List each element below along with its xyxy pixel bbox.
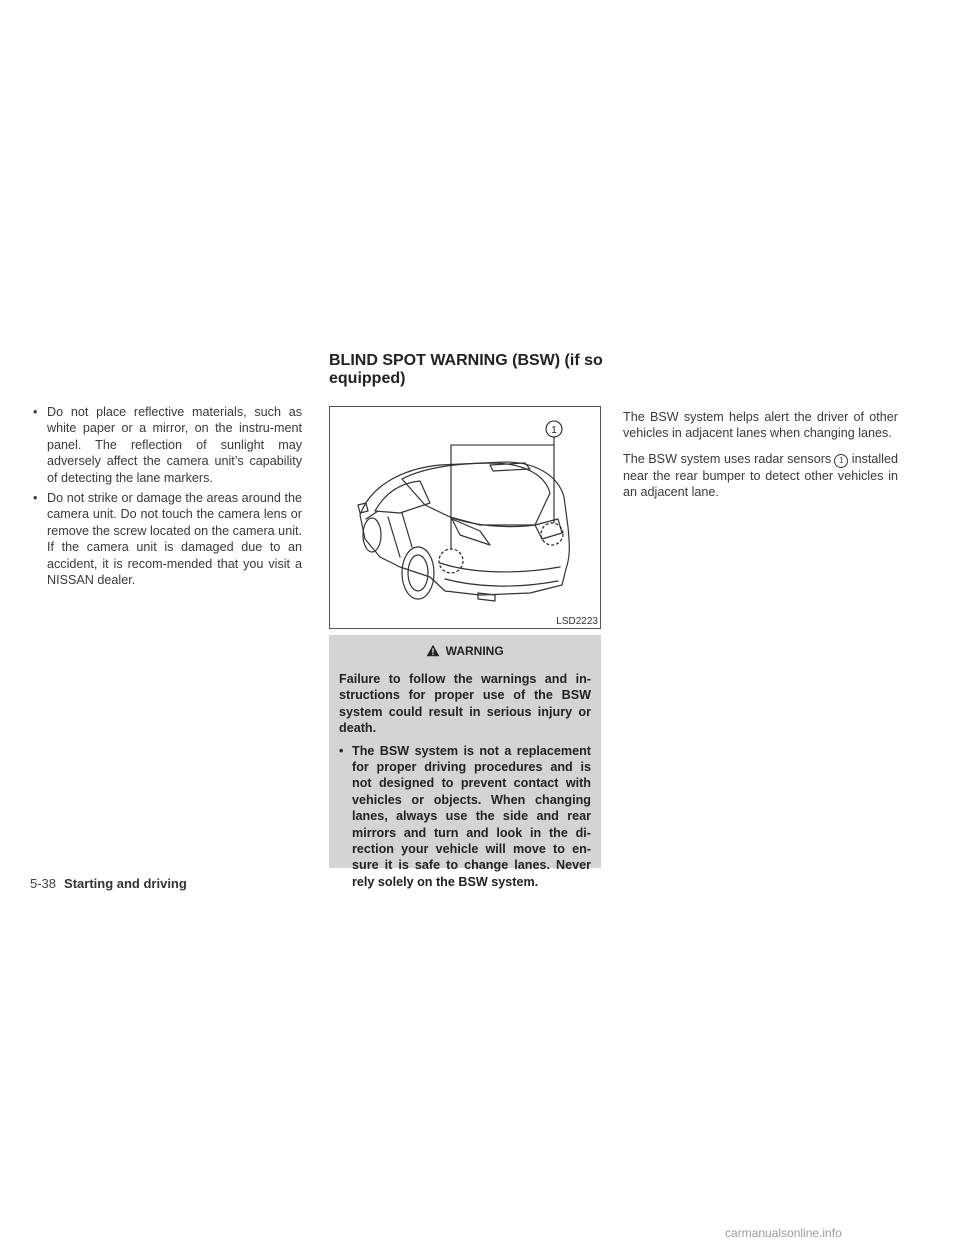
warning-bullet	[339, 743, 591, 891]
sensor-text-before: The BSW system uses radar sensors	[623, 451, 832, 466]
watermark: carmanualsonline.info	[725, 1226, 842, 1240]
list-item-text: Do not place reflective materials, such as white paper or a mirror, on the instru-ment panel. The reflection of sunlight may adversely affect the camera unit’s capability of detecting the lane markers.	[47, 405, 302, 485]
warning-heading-text: WARNING	[445, 644, 504, 658]
bsw-sensor-figure	[329, 406, 601, 629]
sensor-text-after: installed near the rear bumper to detect other vehicles in an adjacent lane.	[623, 451, 898, 500]
warning-box	[329, 635, 601, 889]
bsw-sensor-description	[623, 451, 898, 501]
chapter-title: Starting and driving	[64, 876, 187, 891]
caution-list	[30, 404, 302, 588]
warning-bullet-text: The BSW system is not a replacement for proper driving procedures and is not designed to prevent contact with vehicles or objects. When changing lanes, always use the side and rear mirrors and turn and look in the di-rection your vehicle will move to en-sure it is safe to change lanes. Never rely solely on the BSW system.	[352, 743, 591, 889]
left-column	[30, 404, 302, 592]
list-item	[30, 404, 302, 486]
figure-callout-1: 1	[551, 425, 557, 436]
warning-triangle-icon	[426, 644, 440, 657]
page-number: 5-38	[30, 876, 57, 891]
list-item	[30, 490, 302, 588]
list-item-text: Do not strike or damage the areas around the camera unit. Do not touch the camera lens or remove the screw located on the camera unit. If the camera unit is damaged due to an accident, it is recom-mended that you visit a NISSAN dealer.	[47, 491, 302, 588]
car-rear-illustration	[330, 407, 600, 628]
warning-body	[339, 671, 591, 890]
section-title: BLIND SPOT WARNING (BSW) (if so equipped)	[329, 352, 603, 387]
warning-intro: Failure to follow the warnings and in-structions for proper use of the BSW system could result in serious injury or death.	[339, 672, 591, 736]
bullet-dot: •	[339, 743, 344, 758]
bsw-description: The BSW system helps alert the driver of other vehicles in adjacent lanes when changing lanes.	[623, 410, 898, 441]
figure-code: LSD2223	[556, 616, 598, 627]
warning-heading	[339, 643, 591, 659]
callout-ref-1: 1	[834, 454, 848, 468]
bullet-dot: •	[33, 405, 38, 419]
page-footer	[30, 876, 187, 891]
right-column	[623, 409, 898, 510]
bullet-dot: •	[33, 491, 38, 506]
